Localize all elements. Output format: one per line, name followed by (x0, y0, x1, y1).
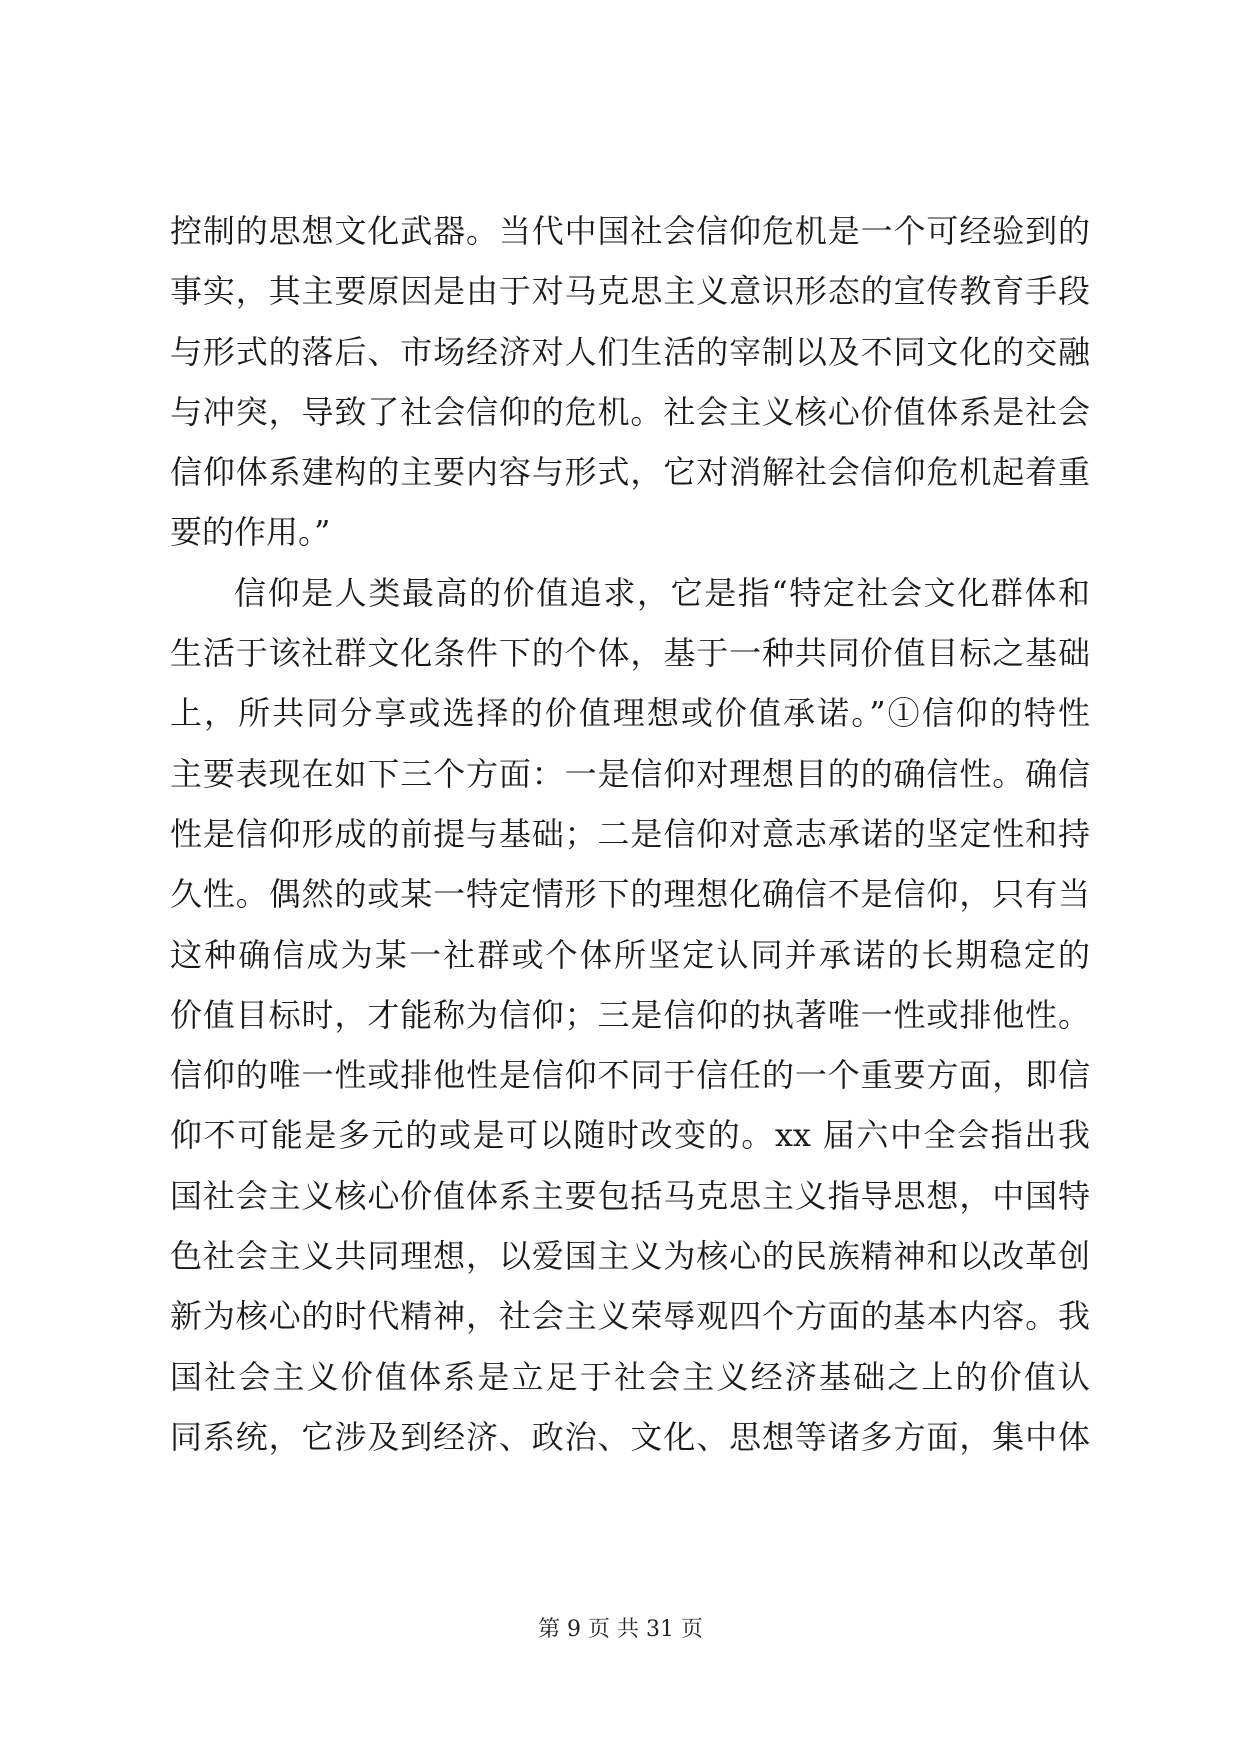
text-line: 信仰体系建构的主要内容与形式，它对消解社会信仰危机起着重 (170, 453, 1090, 492)
text-line: 新为核心的时代精神，社会主义荣辱观四个方面的基本内容。我 (170, 1297, 1090, 1336)
text-line: 信仰的唯一性或排他性是信仰不同于信任的一个重要方面，即信 (170, 1056, 1090, 1095)
text-line: 性是信仰形成的前提与基础；二是信仰对意志承诺的坚定性和持 (170, 814, 1090, 853)
text-line: 久性。偶然的或某一特定情形下的理想化确信不是信仰，只有当 (170, 875, 1090, 914)
text-line: 仰不可能是多元的或是可以随时改变的。xx 届六中全会指出我 (170, 1116, 1090, 1155)
text-line: 事实，其主要原因是由于对马克思主义意识形态的宣传教育手段 (170, 272, 1090, 311)
text-line: 与冲突，导致了社会信仰的危机。社会主义核心价值体系是社会 (170, 392, 1090, 431)
text-line: 与形式的落后、市场经济对人们生活的宰制以及不同文化的交融 (170, 332, 1090, 371)
text-line: 上，所共同分享或选择的价值理想或价值承诺。”①信仰的特性 (170, 694, 1090, 733)
text-line: 这种确信成为某一社群或个体所坚定认同并承诺的长期稳定的 (170, 935, 1090, 974)
text-line: 国社会主义核心价值体系主要包括马克思主义指导思想，中国特 (170, 1176, 1090, 1215)
text-line: 价值目标时，才能称为信仰；三是信仰的执著唯一性或排他性。 (170, 995, 1090, 1034)
text-line: 要的作用。” (170, 513, 331, 552)
text-line: 主要表现在如下三个方面：一是信仰对理想目的的确信性。确信 (170, 754, 1090, 793)
paragraph-start-line: 信仰是人类最高的价值追求，它是指“特定社会文化群体和 (234, 573, 1090, 612)
text-line: 同系统，它涉及到经济、政治、文化、思想等诸多方面，集中体 (170, 1417, 1090, 1456)
text-line: 生活于该社群文化条件下的个体，基于一种共同价值目标之基础 (170, 634, 1090, 673)
text-line: 国社会主义价值体系是立足于社会主义经济基础之上的价值认 (170, 1357, 1090, 1396)
text-line: 控制的思想文化武器。当代中国社会信仰危机是一个可经验到的 (170, 212, 1090, 250)
text-line: 色社会主义共同理想，以爱国主义为核心的民族精神和以改革创 (170, 1237, 1090, 1276)
page-footer: 第 9 页 共 31 页 (538, 1617, 703, 1642)
body-text (170, 201, 1090, 1467)
